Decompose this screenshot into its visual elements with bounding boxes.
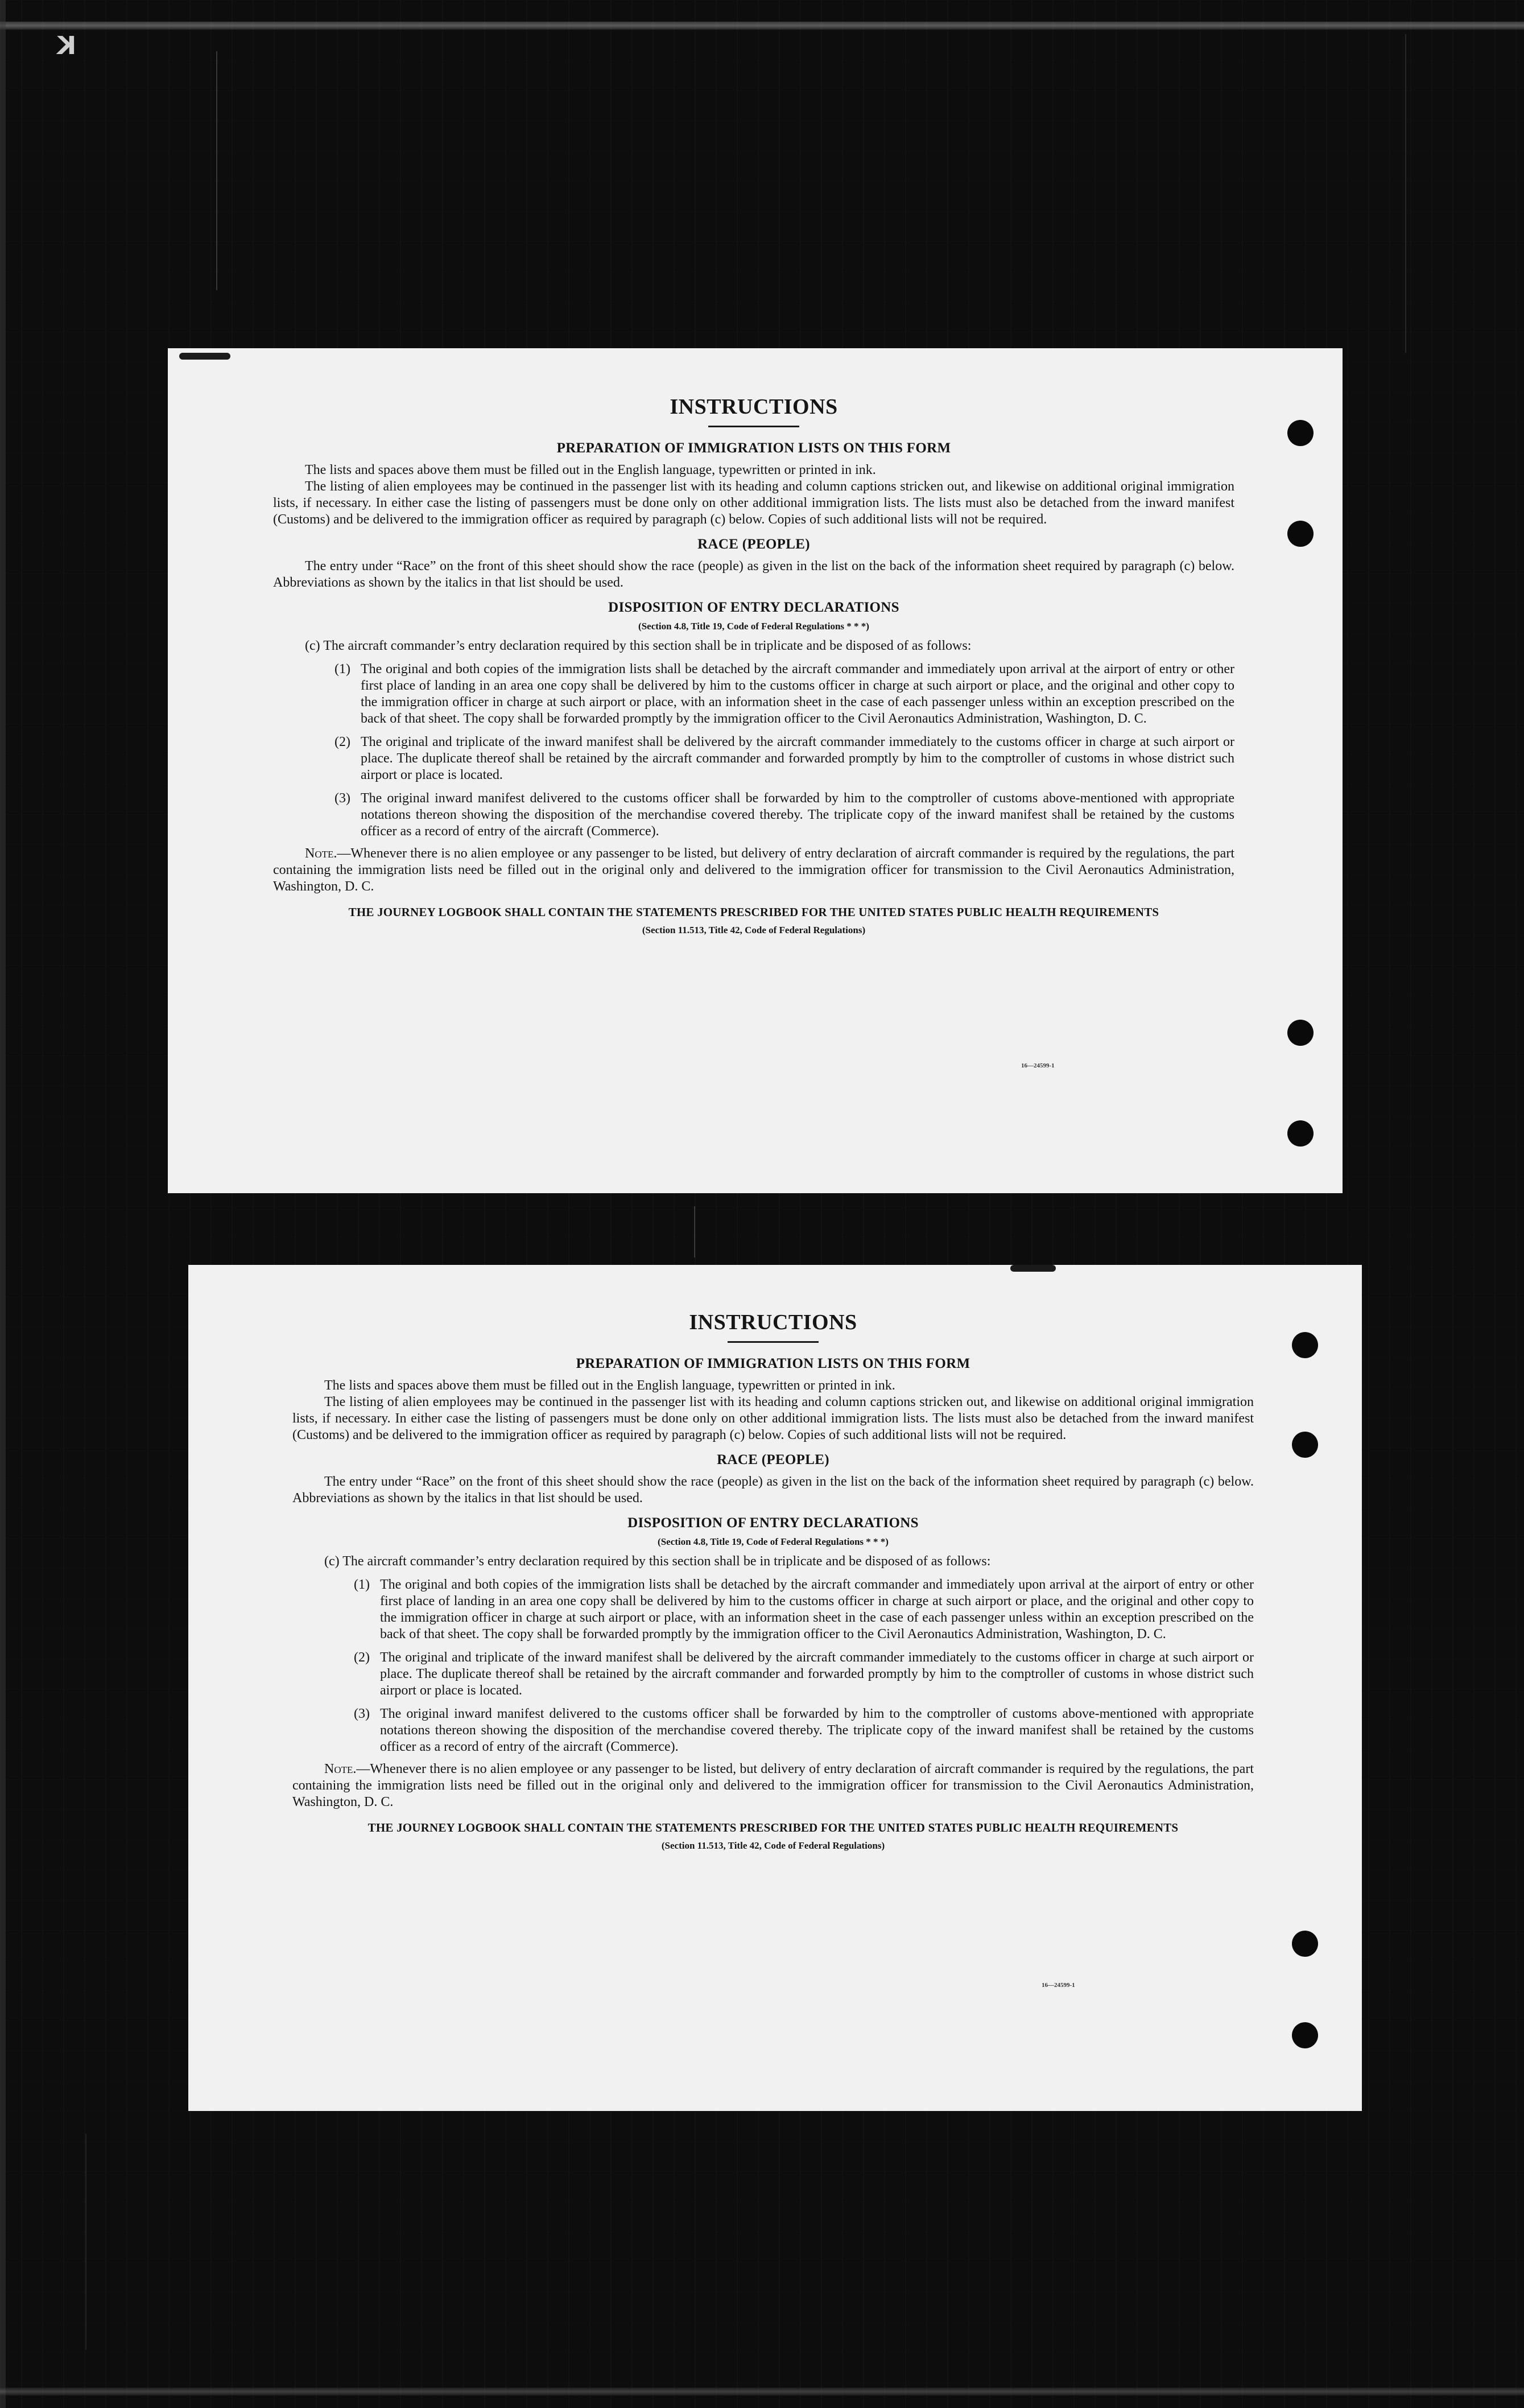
item-text: The original and both copies of the immigration lists shall be detached by the aircraft commander and immediately upon arrival at the airport of entry or other first place of landing in an area one copy shall be delivered by him to the customs officer in charge at such airport or place, and the original and other copy to the immigration officer in charge at such airport or place, with an information sheet in the case of each passenger unless within an exception prescribed on the back of that sheet. The copy shall be forwarded promptly by the immigration officer to the Civil Aeronautics Administration, Washington, D. C. (361, 662, 1234, 726)
punch-hole (1287, 521, 1314, 547)
sheet-content (292, 1309, 1254, 1854)
sheet-title: INSTRUCTIONS (670, 395, 838, 419)
item-text: The original and triplicate of the inward manifest shall be delivered by the aircraft commander immediately to the customs officer in charge at such airport or place. The duplicate thereof shall be retained by the aircraft commander and forwarded promptly by him to the comptroller of customs in whose district such airport or place is located. (380, 1650, 1254, 1698)
item-number: (2) (334, 735, 350, 749)
disposition-item (292, 1577, 1254, 1643)
film-scratch (694, 1206, 695, 1257)
preparation-paragraph-2: The listing of alien employees may be continued in the passenger list with its heading and column captions stricken out, and likewise on additional original immigration lists, if necessary. In either case the listing of passengers must be done only on other additional immigration lists. The lists must also be detached from the inward manifest (Customs) and be delivered to the immigration officer as required by paragraph (c) below. Copies of such additional lists will not be required. (273, 479, 1234, 527)
disposition-heading: DISPOSITION OF ENTRY DECLARATIONS (608, 600, 899, 615)
race-paragraph: The entry under “Race” on the front of this sheet should show the race (people) as given in the list on the back of the information sheet required by paragraph (c) below. Abbreviations as shown by the italics in that list should be used. (292, 1474, 1254, 1506)
preparation-paragraph-2: The listing of alien employees may be continued in the passenger list with its heading and column captions stricken out, and likewise on additional original immigration lists, if necessary. In either case the listing of passengers must be done only on other additional immigration lists. The lists must also be detached from the inward manifest (Customs) and be delivered to the immigration officer as required by paragraph (c) below. Copies of such additional lists will not be required. (292, 1395, 1254, 1442)
title-rule (708, 426, 799, 427)
punch-hole (1292, 1931, 1318, 1957)
note-paragraph (292, 1761, 1254, 1811)
film-speck (179, 353, 230, 360)
punch-hole (1287, 1020, 1314, 1046)
item-number: (1) (334, 662, 350, 677)
film-scratch (85, 2134, 86, 2350)
film-frame-marker: K (57, 31, 77, 60)
logbook-requirement-caption: THE JOURNEY LOGBOOK SHALL CONTAIN THE STATEMENTS PRESCRIBED FOR THE UNITED STATES PUBLIC HEALTH REQUIREMENTS (348, 905, 1159, 919)
note-paragraph (273, 846, 1234, 895)
disposition-intro: (c) The aircraft commander’s entry declaration required by this section shall be in triplicate and be disposed of as follows: (305, 638, 972, 653)
title-rule (728, 1341, 819, 1343)
sheet-title: INSTRUCTIONS (689, 1310, 857, 1334)
sheet-content (273, 394, 1234, 938)
punch-hole (1292, 1332, 1318, 1358)
race-heading: RACE (PEOPLE) (717, 1452, 829, 1467)
instruction-sheet-lower (188, 1265, 1362, 2111)
item-number: (3) (354, 1706, 370, 1721)
note-label: Note. (305, 846, 337, 861)
preparation-paragraph-1: The lists and spaces above them must be filled out in the English language, typewritten or printed in ink. (324, 1378, 895, 1393)
item-number: (3) (334, 791, 350, 806)
punch-hole (1292, 1432, 1318, 1458)
film-scratch (1405, 34, 1406, 353)
logbook-requirement-citation: (Section 11.513, Title 42, Code of Federal Regulations) (642, 925, 866, 935)
logbook-requirement-citation: (Section 11.513, Title 42, Code of Federal Regulations) (661, 1840, 885, 1851)
race-paragraph: The entry under “Race” on the front of this sheet should show the race (people) as given in the list on the back of the information sheet required by paragraph (c) below. Abbreviations as shown by the italics in that list should be used. (273, 559, 1234, 590)
film-edge-left (0, 0, 6, 2408)
disposition-item (273, 734, 1234, 784)
item-text: The original inward manifest delivered to the customs officer shall be forwarded by him to the comptroller of customs above-mentioned with appropriate notations thereon showing the disposition of the merchandise covered thereby. The triplicate copy of the inward manifest shall be retained by the customs officer as a record of entry of the aircraft (Commerce). (380, 1706, 1254, 1754)
disposition-heading: DISPOSITION OF ENTRY DECLARATIONS (627, 1515, 919, 1531)
punch-hole (1292, 2022, 1318, 2048)
logbook-requirement-caption: THE JOURNEY LOGBOOK SHALL CONTAIN THE STATEMENTS PRESCRIBED FOR THE UNITED STATES PUBLIC HEALTH REQUIREMENTS (367, 1821, 1179, 1834)
preparation-heading: PREPARATION OF IMMIGRATION LISTS ON THIS FORM (576, 1356, 970, 1371)
item-text: The original and triplicate of the inward manifest shall be delivered by the aircraft commander immediately to the customs officer in charge at such airport or place. The duplicate thereof shall be retained by the aircraft commander and forwarded promptly by him to the comptroller of customs in whose district such airport or place is located. (361, 735, 1234, 782)
instruction-sheet-upper (168, 348, 1343, 1193)
form-code: 16—24599-1 (1021, 1062, 1055, 1069)
note-text: —Whenever there is no alien employee or any passenger to be listed, but delivery of entry declaration of aircraft commander is required by the regulations, the part containing the immigration lists need be filled out in the original only and delivered to the immigration officer for transmission to the Civil Aeronautics Administration, Washington, D. C. (273, 846, 1234, 894)
film-edge-top (0, 22, 1524, 30)
disposition-citation: (Section 4.8, Title 19, Code of Federal Regulations * * *) (638, 621, 869, 632)
race-heading: RACE (PEOPLE) (697, 537, 810, 552)
preparation-heading: PREPARATION OF IMMIGRATION LISTS ON THIS FORM (556, 440, 951, 456)
punch-hole (1287, 1120, 1314, 1147)
film-speck (1010, 1265, 1056, 1272)
disposition-intro: (c) The aircraft commander’s entry declaration required by this section shall be in triplicate and be disposed of as follows: (324, 1554, 991, 1569)
item-number: (2) (354, 1650, 370, 1665)
disposition-item (273, 790, 1234, 840)
film-scratch (216, 51, 217, 290)
note-text: —Whenever there is no alien employee or any passenger to be listed, but delivery of entry declaration of aircraft commander is required by the regulations, the part containing the immigration lists need be filled out in the original only and delivered to the immigration officer for transmission to the Civil Aeronautics Administration, Washington, D. C. (292, 1762, 1254, 1809)
item-text: The original and both copies of the immigration lists shall be detached by the aircraft commander and immediately upon arrival at the airport of entry or other first place of landing in an area one copy shall be delivered by him to the customs officer in charge at such airport or place, and the original and other copy to the immigration officer in charge at such airport or place, with an information sheet in the case of each passenger unless within an exception prescribed on the back of that sheet. The copy shall be forwarded promptly by the immigration officer to the Civil Aeronautics Administration, Washington, D. C. (380, 1577, 1254, 1642)
disposition-item (292, 1650, 1254, 1699)
item-number: (1) (354, 1577, 370, 1592)
disposition-item (273, 661, 1234, 727)
film-edge-bottom (0, 2388, 1524, 2395)
item-text: The original inward manifest delivered to the customs officer shall be forwarded by him to the comptroller of customs above-mentioned with appropriate notations thereon showing the disposition of the merchandise covered thereby. The triplicate copy of the inward manifest shall be retained by the customs officer as a record of entry of the aircraft (Commerce). (361, 791, 1234, 839)
disposition-item (292, 1706, 1254, 1755)
disposition-citation: (Section 4.8, Title 19, Code of Federal Regulations * * *) (658, 1536, 889, 1547)
form-code: 16—24599-1 (1042, 1982, 1075, 1989)
preparation-paragraph-1: The lists and spaces above them must be filled out in the English language, typewritten or printed in ink. (305, 463, 876, 477)
punch-hole (1287, 420, 1314, 446)
note-label: Note. (324, 1762, 357, 1776)
